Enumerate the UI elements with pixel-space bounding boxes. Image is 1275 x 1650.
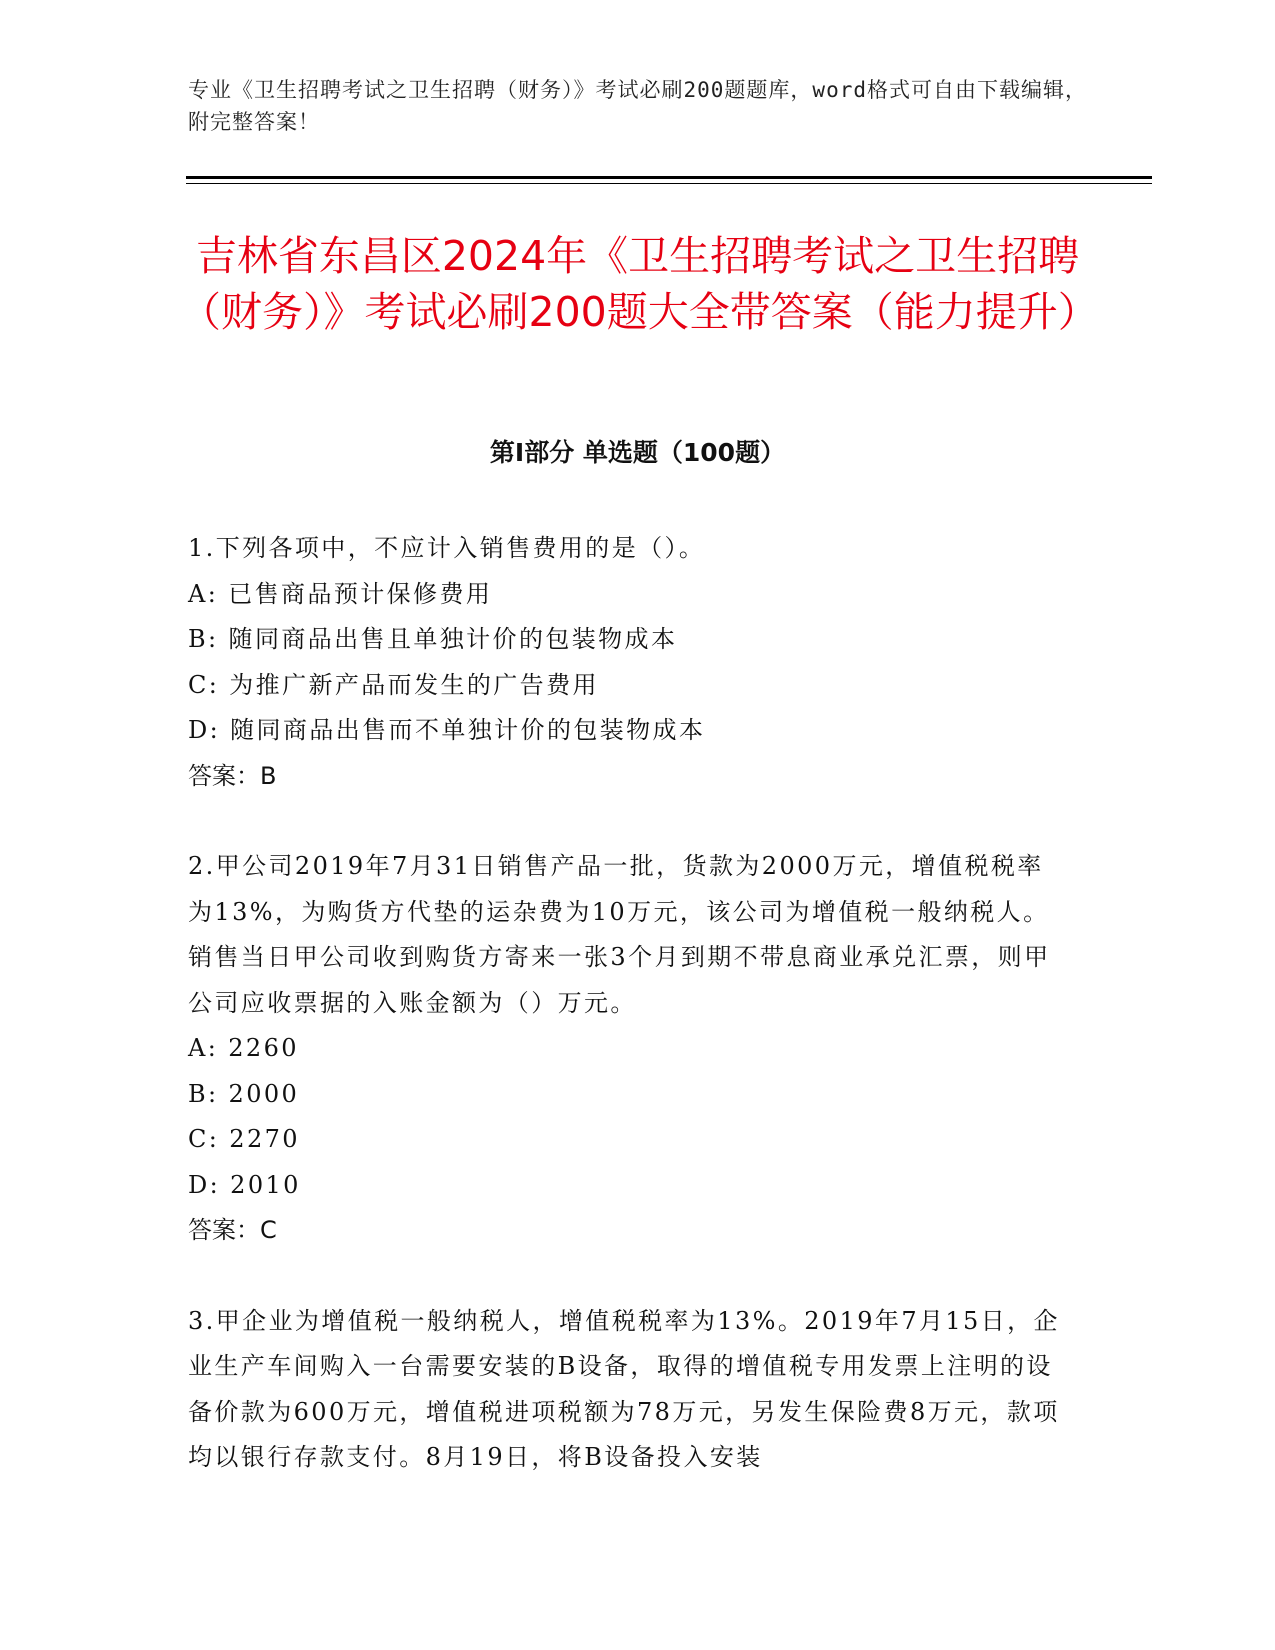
question-stem: 3.甲企业为增值税一般纳税人，增值税税率为13%。2019年7月15日，企业生产车间购入一台需要安装的B设备，取得的增值税专用发票上注明的设备价款为600万元，增值税进项税额为78万元，另发生保险费8万元，款项均以银行存款支付。8月19日，将B设备投入安装: [188, 1306, 1060, 1471]
question-1: [188, 526, 1068, 799]
option-c: C: 2270: [188, 1125, 300, 1153]
section-title: 第Ⅰ部分 单选题（100题）: [489, 438, 786, 467]
option-b: B: 2000: [188, 1079, 300, 1108]
question-stem: 2.甲公司2019年7月31日销售产品一批，货款为2000万元，增值税税率为13%，为购货方代垫的运杂费为10万元，该公司为增值税一般纳税人。销售当日甲公司收到购货方寄来一张3个月到期不带息商业承兑汇票，则甲公司应收票据的入账金额为（）万元。: [188, 852, 1051, 1017]
question-3: [188, 1299, 1068, 1481]
answer: 答案：B: [188, 761, 277, 790]
header-rule-thick: [186, 176, 1152, 179]
question-list: [188, 526, 1068, 1526]
option-b: B: 随同商品出售且单独计价的包装物成本: [188, 625, 678, 653]
option-d: D: 随同商品出售而不单独计价的包装物成本: [188, 716, 706, 744]
question-2: [188, 844, 1068, 1254]
header-note: 专业《卫生招聘考试之卫生招聘（财务）》考试必刷200题题库，word格式可自由下载编辑，附完整答案！: [188, 78, 1087, 134]
option-d: D: 2010: [188, 1170, 301, 1199]
option-c: C: 为推广新产品而发生的广告费用: [188, 670, 599, 699]
document-title: 吉林省东昌区2024年《卫生招聘考试之卫生招聘（财务）》考试必刷200题大全带答案（能力提升）: [180, 232, 1099, 336]
option-a: A: 2260: [188, 1034, 299, 1062]
answer: 答案：C: [188, 1216, 277, 1244]
header-rule-thin: [186, 183, 1152, 184]
question-stem: 1.下列各项中，不应计入销售费用的是（）。: [188, 534, 706, 562]
option-a: A: 已售商品预计保修费用: [188, 579, 493, 608]
